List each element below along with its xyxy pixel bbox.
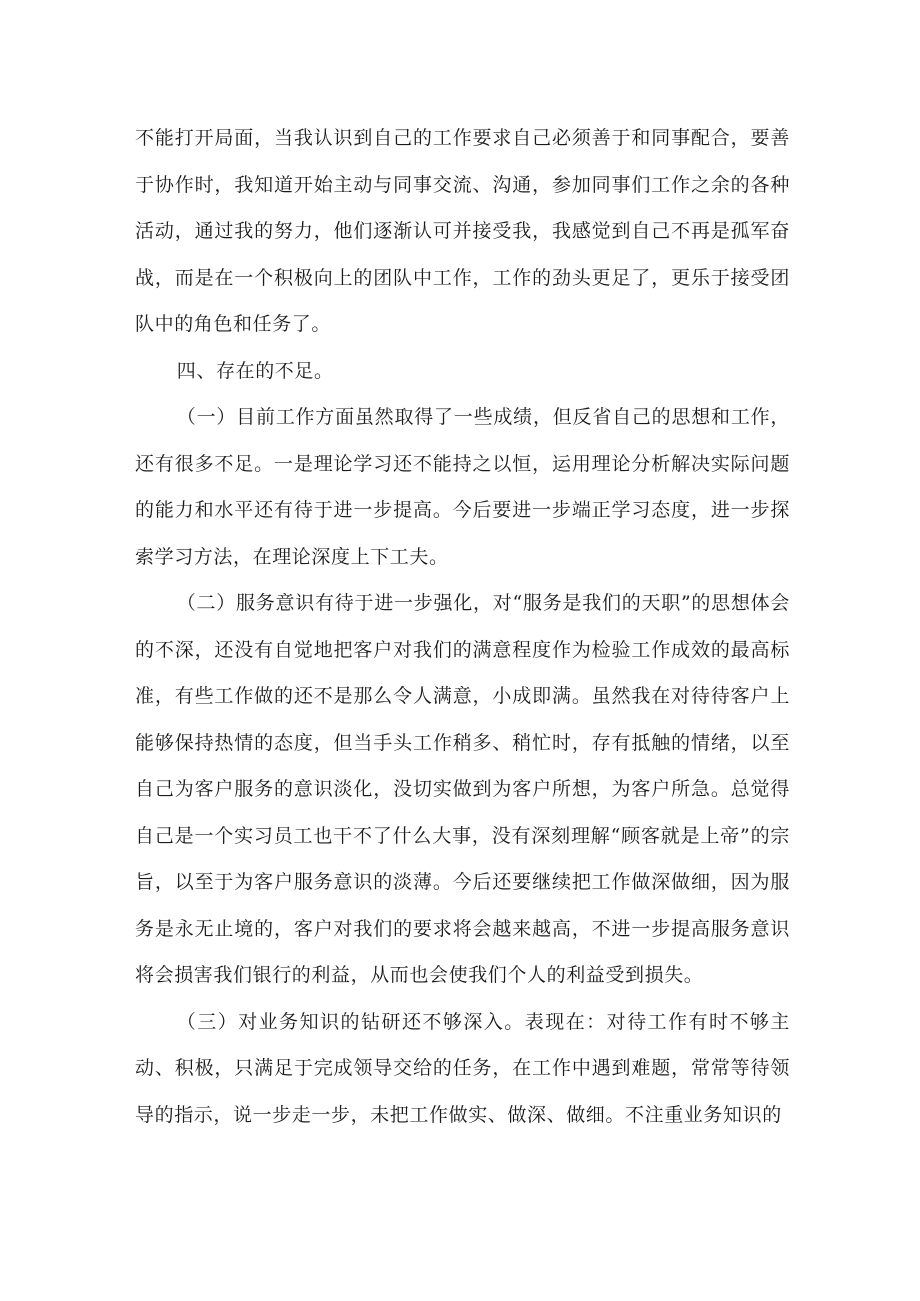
section-heading-shortcomings: 四、存在的不足。 xyxy=(176,359,334,382)
paragraph-shortcoming-1: （一）目前工作方面虽然取得了一些成绩，但反省自己的思想和工作，还有很多不足。一是理论学习还不能持之以恒，运用理论分析解决实际问题的能力和水平还有待于进一步提高。今后要进一步端正学习态度，进一步探索学习方法，在理论深度上下工夫。 xyxy=(135,406,790,568)
paragraph-shortcoming-3: （三）对业务知识的钻研还不够深入。表现在：对待工作有时不够主动、积极，只满足于完成领导交给的任务，在工作中遇到难题，常常等待领导的指示，说一步走一步，未把工作做实、做深、做细。不注重业务知识的 xyxy=(135,1010,790,1126)
document-page xyxy=(135,115,790,1138)
paragraph-teamwork-continued: 不能打开局面，当我认识到自己的工作要求自己必须善于和同事配合，要善于协作时，我知道开始主动与同事交流、沟通，参加同事们工作之余的各种活动，通过我的努力，他们逐渐认可并接受我，我感觉到自己不再是孤军奋战，而是在一个积极向上的团队中工作，工作的劲头更足了，更乐于接受团队中的角色和任务了。 xyxy=(135,127,790,335)
paragraph-shortcoming-2: （二）服务意识有待于进一步强化，对“服务是我们的天职”的思想体会的不深，还没有自觉地把客户对我们的满意程度作为检验工作成效的最高标准，有些工作做的还不是那么令人满意，小成即满。虽然我在对待待客户上能够保持热情的态度，但当手头工作稍多、稍忙时，存有抵触的情绪，以至自己为客户服务的意识淡化，没切实做到为客户所想，为客户所急。总觉得自己是一个实习员工也干不了什么大事，没有深刻理解“顾客就是上帝”的宗旨，以至于为客户服务意识的淡薄。今后还要继续把工作做深做细，因为服务是永无止境的，客户对我们的要求将会越来越高，不进一步提高服务意识将会损害我们银行的利益，从而也会使我们个人的利益受到损失。 xyxy=(135,592,790,986)
